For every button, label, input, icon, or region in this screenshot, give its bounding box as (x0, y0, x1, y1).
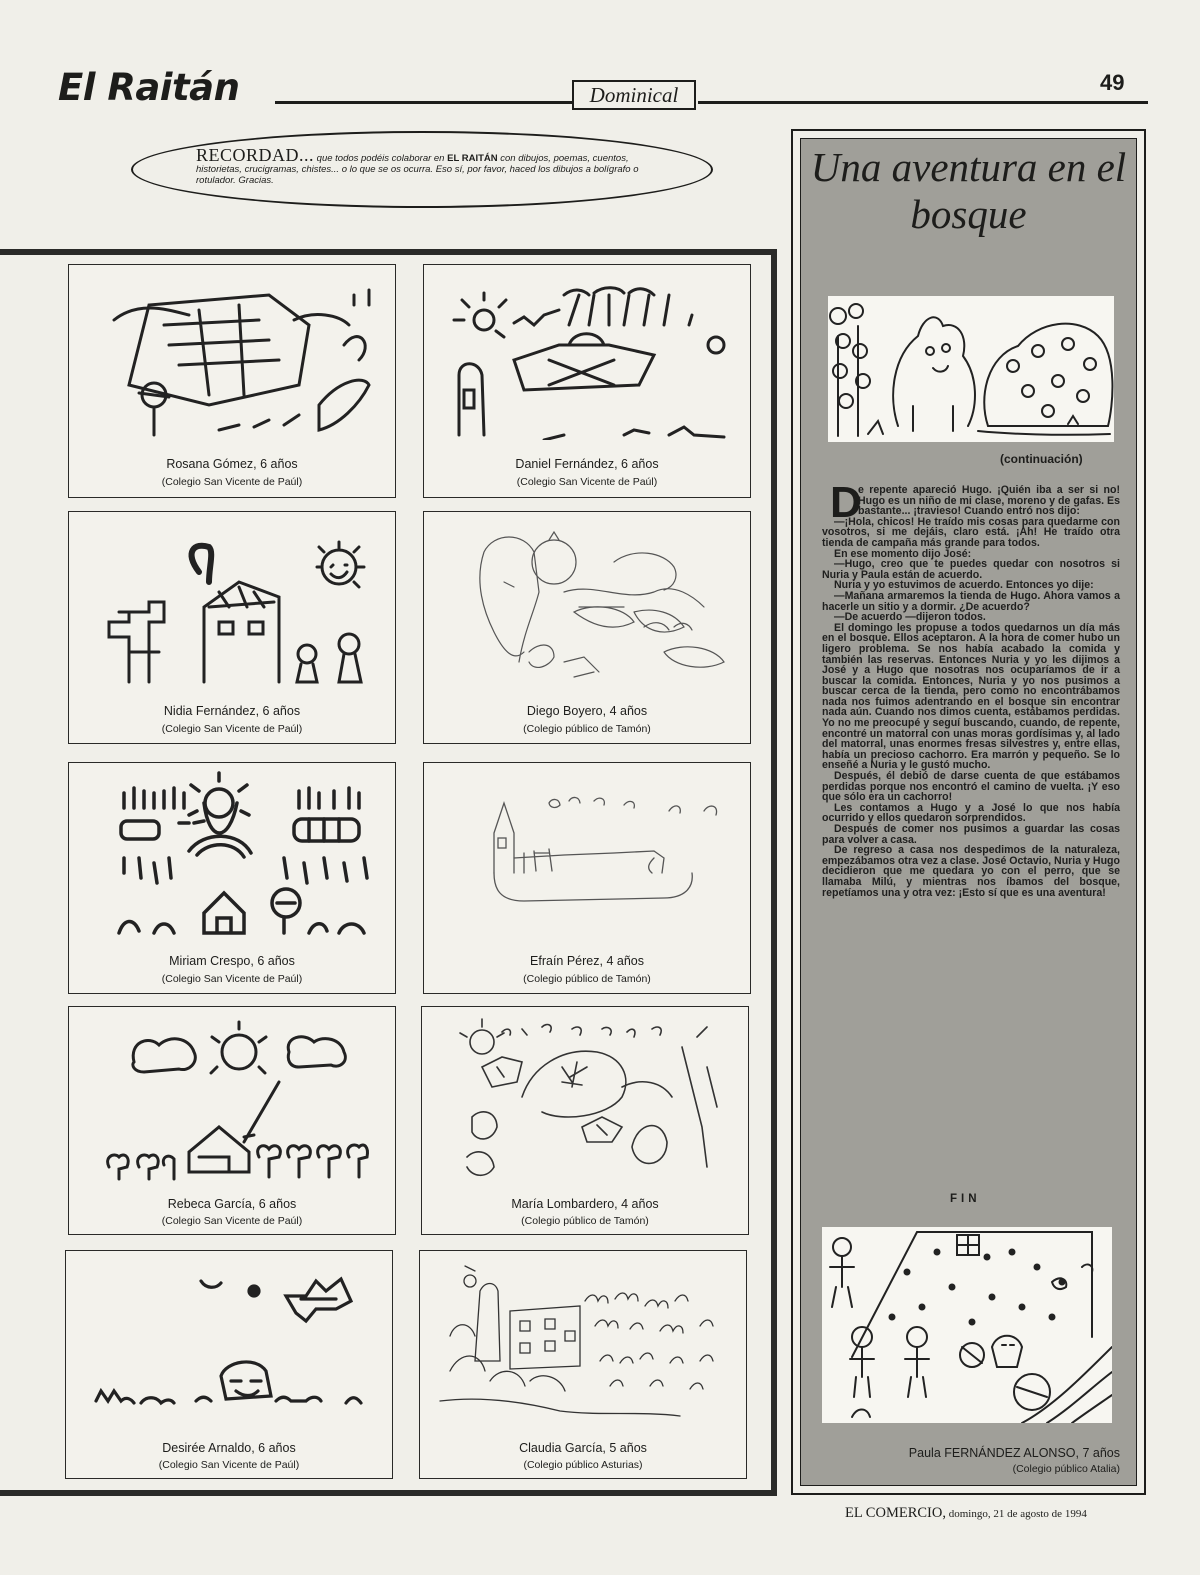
drawing-card (68, 762, 396, 994)
story-paragraph: Nuria y yo estuvimos de acuerdo. Entonces yo dije: (834, 579, 1094, 592)
drawing-school: (Colegio San Vicente de Paúl) (161, 1215, 303, 1227)
drawing-image (69, 1007, 395, 1182)
drawing-author: Miriam Crespo, 6 años (169, 954, 295, 968)
drawing-author: Rebeca García, 6 años (167, 1197, 297, 1211)
drawing-card (423, 264, 751, 498)
drawing-school: (Colegio San Vicente de Paúl) (161, 723, 303, 735)
drawing-school: (Colegio público de Tamón) (523, 723, 651, 735)
story-title: Una aventura en el bosque (810, 144, 1127, 237)
recordad-lead: RECORDAD... (196, 145, 315, 165)
drawing-school: (Colegio San Vicente de Paúl) (161, 476, 303, 488)
story-author-school: (Colegio público Atalia) (1012, 1463, 1120, 1475)
drawing-image (69, 265, 395, 440)
drawing-card (65, 1250, 393, 1479)
drawing-author: Diego Boyero, 4 años (526, 704, 648, 718)
drawing-image (424, 265, 750, 440)
drawing-card (423, 762, 751, 994)
drawing-image (66, 1251, 392, 1426)
drawing-image (69, 512, 395, 687)
drawing-card (419, 1250, 747, 1479)
story-paragraph: De regreso a casa nos despedimos de la naturaleza, empezábamos otra vez a clase. José Octavio, Nuria y Hugo decidieron que me quedara yo con el perro, que se llamaba Milú, y mientras nos íbamos del bosque, repetíamos una y otra vez: ¡Esto sí que es una aventura! (822, 844, 1120, 899)
header-rule-left (275, 101, 572, 104)
drawing-school: (Colegio San Vicente de Paúl) (516, 476, 658, 488)
story-illustration-top (828, 296, 1114, 442)
footer-paper: EL COMERCIO, (845, 1505, 946, 1521)
recordad-brand: EL RAITÁN (447, 153, 498, 164)
story-illustration-bottom (822, 1227, 1112, 1423)
drawing-author: Claudia García, 5 años (519, 1441, 647, 1455)
drawing-image (69, 763, 395, 938)
footer-date: domingo, 21 de agosto de 1994 (945, 1508, 1087, 1520)
drawing-author: María Lombardero, 4 años (511, 1197, 659, 1211)
header-rule-right (698, 101, 1148, 104)
drawing-author: Desirée Arnaldo, 6 años (162, 1441, 296, 1455)
drawing-school: (Colegio público Asturias) (523, 1459, 643, 1471)
story-paragraph: —¡Hola, chicos! He traído mis cosas para quedarme con vosotros, si me dejáis, claro está. ¡Ah! He traído otra tienda de campaña más grande para todos. (822, 515, 1120, 549)
story-continuation: (continuación) (1000, 452, 1083, 466)
footer-credit (845, 1505, 1087, 1522)
story-paragraph: En ese momento dijo José: (834, 547, 972, 560)
drawing-image (420, 1251, 746, 1426)
story-paragraph: Después de comer nos pusimos a guardar las cosas para volver a casa. (822, 823, 1120, 846)
story-paragraph: —Mañana armaremos la tienda de Hugo. Ahora vamos a hacerle un sitio y a dormir. ¿De acuerdo? (822, 589, 1120, 613)
story-paragraph: Después, él debió de darse cuenta de que estábamos perdidas porque nos encontró el camino de vuelta. ¡Y eso que sólo era un cachorro! (822, 770, 1120, 804)
drawing-author: Efraín Pérez, 4 años (530, 954, 644, 968)
drawing-image (424, 512, 750, 687)
section-label: Dominical (572, 80, 696, 110)
drawing-card (421, 1006, 749, 1235)
drawing-school: (Colegio San Vicente de Paúl) (158, 1459, 300, 1471)
story-paragraph: —De acuerdo —dijeron todos. (834, 611, 986, 624)
drawing-author: Rosana Gómez, 6 años (166, 457, 298, 471)
recordad-text-1: que todos podéis colaborar en (314, 153, 448, 164)
drawing-card (68, 1006, 396, 1235)
story-body (822, 485, 1120, 898)
story-paragraph: —Hugo, creo que te puedes quedar con nosotros si Nuria y Paula están de acuerdo. (822, 558, 1120, 581)
drawing-school: (Colegio San Vicente de Paúl) (161, 973, 303, 985)
story-paragraph: Les contamos a Hugo y a José lo que nos había ocurrido y ellos quedaron sorprendidos. (822, 801, 1120, 825)
drawing-card (423, 511, 751, 744)
drawing-image (424, 763, 750, 938)
drawing-author: Daniel Fernández, 6 años (515, 457, 659, 471)
drawing-card (68, 264, 396, 498)
drawing-card (68, 511, 396, 744)
page-number: 49 (1100, 70, 1125, 95)
story-paragraph: e repente apareció Hugo. ¡Quién iba a ser si no! Hugo es un niño de mi clase, moreno y de gafas. Es bastante... ¡travieso! Cuando entró nos dijo: (858, 484, 1120, 518)
drawing-school: (Colegio público de Tamón) (523, 973, 651, 985)
drawing-school: (Colegio público de Tamón) (521, 1215, 649, 1227)
masthead-title: El Raitán (58, 66, 240, 109)
story-author: Paula FERNÁNDEZ ALONSO, 7 años (908, 1446, 1120, 1460)
drawing-author: Nidia Fernández, 6 años (163, 704, 301, 718)
recordad-text-2: con dibujos, poemas, cuentos, historietas, crucigramas, chistes... o lo que se os ocurra. Eso sí, por favor, haced los dibujos a bolígrafo o rotulador. Gracias. (196, 153, 639, 186)
story-paragraph: El domingo les propuse a todos quedarnos un día más en el bosque. Ellos aceptaron. A la hora de comer hubo un ligero problema. Se nos había acabado la comida y también las reservas. Entonces Nuria y yo les dijimos a José y a Hugo que nosotras nos ocuparíamos de ir a buscar la comida. Entonces, Nuria y yo nos pusimos a buscar cerca de la tienda, pero como no encontrábamos nada nos fuimos adentrando en el bosque sin encontrar nada aún. Cuando nos dimos cuenta, estábamos perdidas. Yo no me preocupé y seguí buscando, cuando, de repente, encontré un matorral con unas moras gordísimas y, al lado del matorral, unas enormes fresas silvestres y, entre ellas, había un precioso cachorro. Era marrón y pequeño. Se lo enseñé a Nuria y le gustó mucho. (822, 621, 1120, 772)
recordad-notice (196, 145, 661, 186)
drawing-image (422, 1007, 748, 1182)
story-drop-cap: D (830, 478, 862, 527)
story-end: FIN (950, 1193, 981, 1205)
